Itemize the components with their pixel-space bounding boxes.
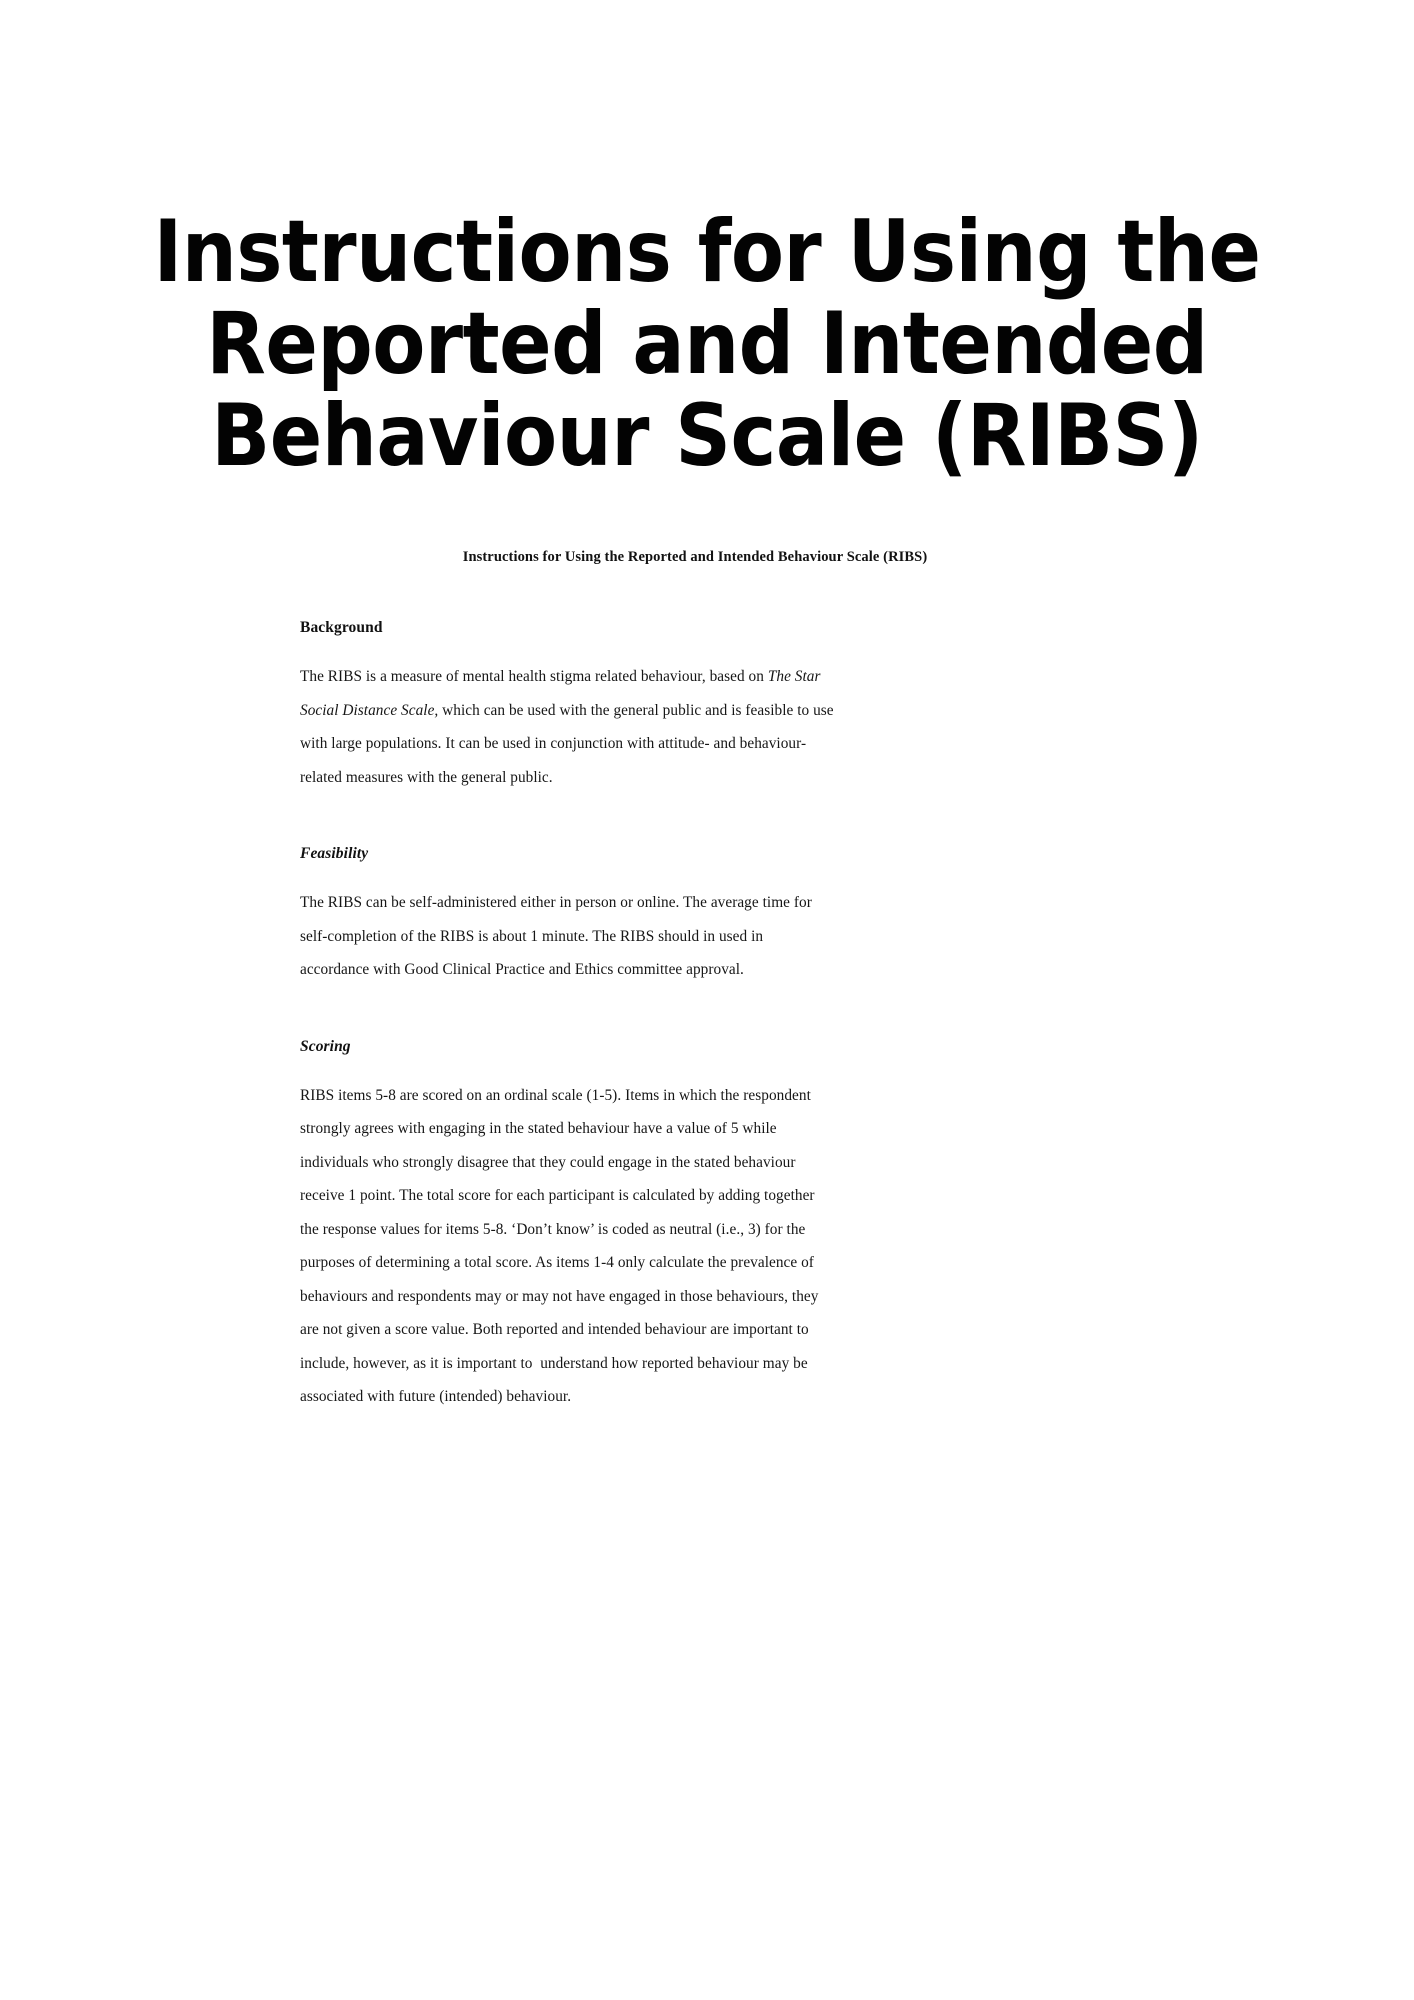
section-heading-feasibility: Feasibility [300, 845, 369, 862]
section-heading-background: Background [300, 619, 383, 636]
section-body-background [300, 660, 1090, 794]
text-line: individuals who strongly disagree that they could engage in the stated behaviour [300, 1153, 796, 1171]
scanned-document [300, 548, 1090, 1414]
text-line: receive 1 point. The total score for each participant is calculated by adding together [300, 1187, 815, 1204]
text-line: related measures with the general public. [300, 768, 553, 786]
section-body-scoring [300, 1079, 1090, 1414]
page-title-line-3: Behaviour Scale (RIBS) [211, 386, 1203, 486]
italic-run-the-star: The Star [767, 668, 821, 685]
text-line: the response values for items 5-8. ‘Don’t know’ is coded as neutral (i.e., 3) for the [300, 1220, 806, 1238]
text-line: RIBS items 5-8 are scored on an ordinal scale (1-5). Items in which the respondent [300, 1086, 811, 1104]
section-background [300, 618, 1090, 794]
text-line: are not given a score value. Both reported and intended behaviour are important to [300, 1321, 809, 1338]
document-heading: Instructions for Using the Reported and Intended Behaviour Scale (RIBS) [462, 549, 928, 565]
section-scoring [300, 1037, 1090, 1414]
section-body-feasibility [300, 886, 1090, 987]
text-line: The RIBS is a measure of mental health stigma related behaviour, based on The Star [300, 668, 821, 685]
text-line: strongly agrees with engaging in the stated behaviour have a value of 5 while [300, 1120, 777, 1137]
page-title [112, 202, 1302, 486]
text-line: behaviours and respondents may or may not have engaged in those behaviours, they [300, 1287, 819, 1305]
page-title-line-2: Reported and Intended [206, 294, 1208, 394]
page-title-line-1: Instructions for Using the [153, 202, 1261, 302]
text-line: with large populations. It can be used in conjunction with attitude- and behaviour- [300, 735, 807, 752]
italic-run-social-distance-scale: Social Distance Scale, [300, 701, 439, 719]
text-line: The RIBS can be self-administered either in person or online. The average time for [300, 894, 812, 911]
text-line: self-completion of the RIBS is about 1 minute. The RIBS should in used in [300, 927, 764, 945]
text-line: purposes of determining a total score. As items 1-4 only calculate the prevalence of [300, 1254, 814, 1271]
text-line: accordance with Good Clinical Practice and Ethics committee approval. [300, 961, 744, 978]
text-line: include, however, as it is important to understand how reported behaviour may be [300, 1354, 808, 1372]
text-line: Social Distance Scale, which can be used with the general public and is feasible to use [300, 701, 834, 719]
section-feasibility [300, 844, 1090, 987]
text-line: associated with future (intended) behaviour. [300, 1388, 572, 1405]
section-heading-scoring: Scoring [300, 1037, 351, 1055]
